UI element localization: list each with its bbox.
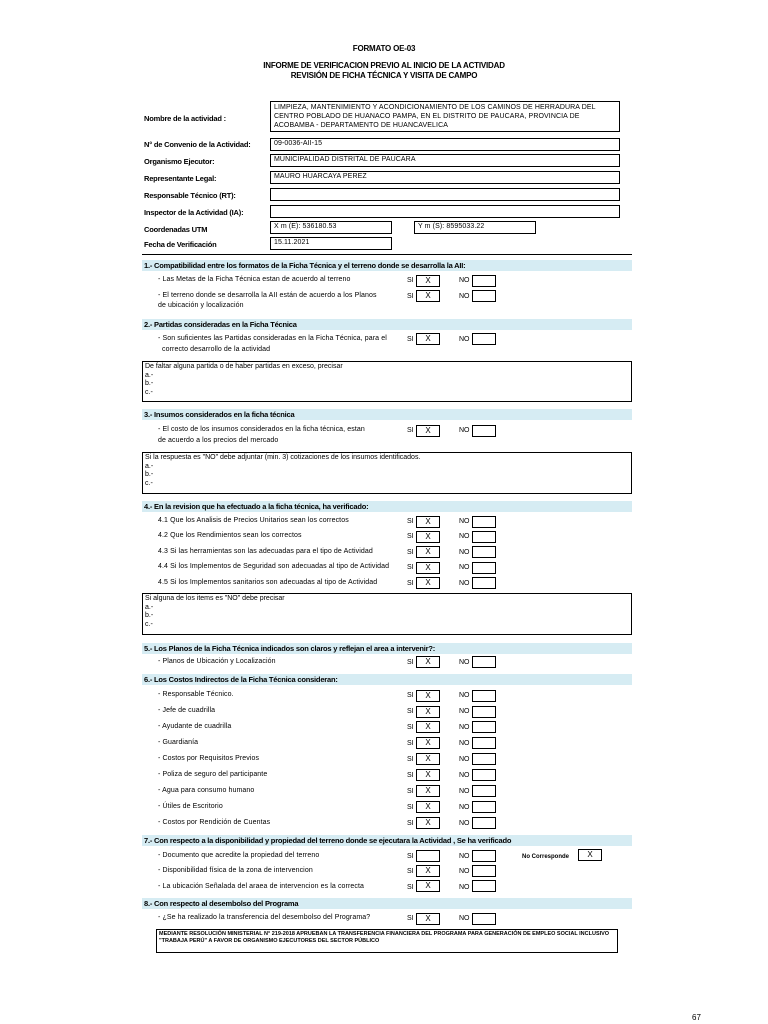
activity-name-label: Nombre de la actividad :	[144, 114, 226, 123]
section-3-title: 3.- Insumos considerados en la ficha técnica	[142, 409, 632, 420]
s6-q3-si-checkbox[interactable]: X	[416, 721, 440, 733]
utm-y-field[interactable]: Y m (S): 8595033.22	[414, 221, 536, 234]
no-label: NO	[459, 772, 470, 779]
section-6-title: 6.- Los Costos Indirectos de la Ficha Técnica consideran:	[142, 674, 632, 685]
section-4-title: 4.- En la revision que ha efectuado a la ficha técnica, ha verificado:	[142, 501, 632, 512]
no-label: NO	[459, 915, 470, 922]
agreement-number-label: N° de Convenio de la Actividad:	[144, 140, 251, 149]
s8-q1-si-checkbox[interactable]: X	[416, 913, 440, 925]
si-label: SI	[407, 804, 414, 811]
divider	[142, 254, 632, 255]
s6-q1-si-checkbox[interactable]: X	[416, 690, 440, 702]
s3-notes-box[interactable]	[142, 452, 632, 494]
s3-question-1: - El costo de los insumos considerados en la ficha técnica, estan	[158, 426, 365, 433]
s4-note-c: c.-	[145, 620, 153, 628]
s6-question-8: - Útiles de Escritorio	[158, 803, 223, 810]
activity-name-field[interactable]: LIMPIEZA, MANTENIMIENTO Y ACONDICIONAMIENTO DE LOS CAMINOS DE HERRADURA DEL CENTRO POBLADO DE HUANACO PAMPA, EN EL DISTRITO DE PAUCARA, PROVINCIA DE ACOBAMBA - DEPARTAMENTO DE HUANCAVELICA	[270, 101, 620, 132]
s4-q1-si-checkbox[interactable]: X	[416, 516, 440, 528]
technical-responsible-label: Responsable Técnico (RT):	[144, 191, 236, 200]
executing-agency-field[interactable]: MUNICIPALIDAD DISTRITAL DE PAUCARA	[270, 154, 620, 167]
s6-q5-si-checkbox[interactable]: X	[416, 753, 440, 765]
si-label: SI	[407, 740, 414, 747]
s7-question-1: - Documento que acredite la propiedad del terreno	[158, 852, 320, 859]
si-label: SI	[407, 788, 414, 795]
si-label: SI	[407, 756, 414, 763]
s2-question-1: - Son suficientes las Partidas consideradas en la Ficha Técnica, para el	[158, 335, 387, 342]
s7-q1-no-corresponde-checkbox[interactable]: X	[578, 849, 602, 861]
si-label: SI	[407, 884, 414, 891]
s4-q2-si-checkbox[interactable]: X	[416, 531, 440, 543]
no-label: NO	[459, 884, 470, 891]
si-label: SI	[407, 336, 414, 343]
s6-q9-no-checkbox[interactable]	[472, 817, 496, 829]
verification-date-label: Fecha de Verificación	[144, 240, 217, 249]
s4-note-title: Si alguna de los items es "NO" debe precisar	[145, 595, 285, 602]
s1-question-1: - Las Metas de la Ficha Técnica estan de acuerdo al terreno	[158, 276, 351, 283]
si-label: SI	[407, 772, 414, 779]
s4-question-2: 4.2 Que los Rendimientos sean los correctos	[158, 532, 302, 539]
s1-q2-si-checkbox[interactable]: X	[416, 290, 440, 302]
s7-q3-no-checkbox[interactable]	[472, 880, 496, 892]
s7-question-2: - Disponibilidad física de la zona de intervencion	[158, 867, 313, 874]
s3-note-c: c.-	[145, 479, 153, 487]
s4-question-5: 4.5 Si los Implementos sanitarios son adecuadas al tipo de Actividad	[158, 579, 378, 586]
s4-question-4: 4.4 Si los Implementos de Seguridad son adecuadas al tipo de Actividad	[158, 563, 390, 570]
s4-note-a: a.-	[145, 603, 154, 611]
s6-question-3: - Ayudante de cuadrilla	[158, 723, 232, 730]
s4-q3-si-checkbox[interactable]: X	[416, 546, 440, 558]
no-label: NO	[459, 740, 470, 747]
s2-note-c: c.-	[145, 388, 153, 396]
no-label: NO	[459, 692, 470, 699]
no-label: NO	[459, 820, 470, 827]
agreement-number-field[interactable]: 09-0036-AII-15	[270, 138, 620, 151]
technical-responsible-field[interactable]	[270, 188, 620, 201]
report-subtitle: REVISIÓN DE FICHA TÉCNICA Y VISITA DE CAMPO	[290, 71, 478, 80]
no-label: NO	[459, 564, 470, 571]
section-7-title: 7.- Con respecto a la disponibilidad y propiedad del terreno donde se ejecutara la Actividad , Se ha verificado	[142, 835, 632, 846]
s3-question-1-cont: de acuerdo a los precios del mercado	[158, 437, 279, 444]
s4-q4-si-checkbox[interactable]: X	[416, 562, 440, 574]
s4-q5-no-checkbox[interactable]	[472, 577, 496, 589]
si-label: SI	[407, 708, 414, 715]
s6-q4-si-checkbox[interactable]: X	[416, 737, 440, 749]
no-label: NO	[459, 756, 470, 763]
s7-q1-si-checkbox[interactable]	[416, 850, 440, 862]
executing-agency-label: Organismo Ejecutor:	[144, 157, 215, 166]
s6-q1-no-checkbox[interactable]	[472, 690, 496, 702]
s6-q8-no-checkbox[interactable]	[472, 801, 496, 813]
s3-q1-no-checkbox[interactable]	[472, 425, 496, 437]
verification-date-field[interactable]: 15.11.2021	[270, 237, 392, 250]
s3-note-b: b.-	[145, 471, 154, 478]
no-label: NO	[459, 788, 470, 795]
s3-note-a: a.-	[145, 462, 154, 470]
s6-q7-si-checkbox[interactable]: X	[416, 785, 440, 797]
s6-question-9: - Costos por Rendición de Cuentas	[158, 819, 271, 826]
s6-q2-no-checkbox[interactable]	[472, 706, 496, 718]
no-label: NO	[459, 293, 470, 300]
s2-note-a: a.-	[145, 371, 154, 379]
s5-question-1: - Planos de Ubicación y Localización	[158, 658, 276, 665]
s7-q2-no-checkbox[interactable]	[472, 865, 496, 877]
s6-question-1: - Responsable Técnico.	[158, 691, 234, 698]
utm-coordinates-label: Coordenadas UTM	[144, 225, 208, 234]
si-label: SI	[407, 277, 414, 284]
no-label: NO	[459, 724, 470, 731]
s6-question-7: - Agua para consumo humano	[158, 787, 255, 794]
s2-note-title: De faltar alguna partida o de haber partidas en exceso, precisar	[145, 363, 343, 370]
s6-q6-si-checkbox[interactable]: X	[416, 769, 440, 781]
s4-notes-box[interactable]	[142, 593, 632, 635]
form-code: FORMATO OE-03	[352, 44, 416, 53]
no-label: NO	[459, 804, 470, 811]
s7-question-3: - La ubicación Señalada del araea de intervencion es la correcta	[158, 883, 365, 890]
section-2-title: 2.- Partidas consideradas en la Ficha Técnica	[142, 319, 632, 330]
s6-question-5: - Costos por Requisitos Previos	[158, 755, 260, 762]
si-label: SI	[407, 659, 414, 666]
s3-q1-si-checkbox[interactable]: X	[416, 425, 440, 437]
resolution-note: MEDIANTE RESOLUCIÓN MINISTERIAL N° 219-2018 APRUEBAN LA TRANSFERENCIA FINANCIERA DEL PROGRAMA PARA GENERACIÓN DE EMPLEO SOCIAL INCLUSIVO "TRABAJA PERÚ" A FAVOR DE ORGANISMO EJECUTORES DEL SECTOR PÚBLICO	[156, 929, 618, 953]
s5-q1-si-checkbox[interactable]: X	[416, 656, 440, 668]
legal-representative-field[interactable]: MAURO HUARCAYA PEREZ	[270, 171, 620, 184]
s4-q1-no-checkbox[interactable]	[472, 516, 496, 528]
s7-q3-si-checkbox[interactable]: X	[416, 880, 440, 892]
si-label: SI	[407, 724, 414, 731]
si-label: SI	[407, 820, 414, 827]
inspector-field[interactable]	[270, 205, 620, 218]
s8-question-1: - ¿Se ha realizado la transferencia del desembolso del Programa?	[158, 914, 371, 921]
s8-q1-no-checkbox[interactable]	[472, 913, 496, 925]
no-label: NO	[459, 659, 470, 666]
s1-q1-no-checkbox[interactable]	[472, 275, 496, 287]
s1-q2-no-checkbox[interactable]	[472, 290, 496, 302]
s6-q2-si-checkbox[interactable]: X	[416, 706, 440, 718]
page-number: 67	[692, 1013, 701, 1022]
s2-q1-no-checkbox[interactable]	[472, 333, 496, 345]
s6-q8-si-checkbox[interactable]: X	[416, 801, 440, 813]
no-label: NO	[459, 549, 470, 556]
s2-question-1-cont: correcto desarrollo de la actividad	[162, 346, 271, 353]
s6-question-2: - Jefe de cuadrilla	[158, 707, 216, 714]
s4-question-1: 4.1 Que los Analisis de Precios Unitarios sean los correctos	[158, 517, 349, 524]
s6-q4-no-checkbox[interactable]	[472, 737, 496, 749]
si-label: SI	[407, 518, 414, 525]
no-label: NO	[459, 868, 470, 875]
s6-q5-no-checkbox[interactable]	[472, 753, 496, 765]
s5-q1-no-checkbox[interactable]	[472, 656, 496, 668]
s1-question-2: - El terreno donde se desarrolla la AII están de acuerdo a los Planos	[158, 292, 377, 299]
s6-question-6: - Poliza de seguro del participante	[158, 771, 268, 778]
s1-q1-si-checkbox[interactable]: X	[416, 275, 440, 287]
utm-x-field[interactable]: X m (E): 536180.53	[270, 221, 392, 234]
no-label: NO	[459, 277, 470, 284]
si-label: SI	[407, 549, 414, 556]
s4-note-b: b.-	[145, 612, 154, 619]
no-label: NO	[459, 580, 470, 587]
si-label: SI	[407, 293, 414, 300]
si-label: SI	[407, 915, 414, 922]
report-title: INFORME DE VERIFICACION PREVIO AL INICIO DE LA ACTIVIDAD	[263, 61, 505, 70]
no-label: NO	[459, 853, 470, 860]
no-label: NO	[459, 336, 470, 343]
si-label: SI	[407, 692, 414, 699]
legal-representative-label: Representante Legal:	[144, 174, 217, 183]
s6-q6-no-checkbox[interactable]	[472, 769, 496, 781]
s4-question-3: 4.3 Si las herramientas son las adecuadas para el tipo de Actividad	[158, 548, 373, 555]
si-label: SI	[407, 853, 414, 860]
s1-question-2-cont: de ubicación y localización	[158, 302, 244, 309]
si-label: SI	[407, 427, 414, 434]
s2-notes-box[interactable]	[142, 361, 632, 402]
s4-q5-si-checkbox[interactable]: X	[416, 577, 440, 589]
s7-q2-si-checkbox[interactable]: X	[416, 865, 440, 877]
s7-q1-no-checkbox[interactable]	[472, 850, 496, 862]
inspector-label: Inspector de la Actividad (IA):	[144, 208, 244, 217]
si-label: SI	[407, 564, 414, 571]
section-5-title: 5.- Los Planos de la Ficha Técnica indicados son claros y reflejan el area a intervenir?:	[142, 643, 632, 654]
no-label: NO	[459, 427, 470, 434]
no-label: NO	[459, 708, 470, 715]
s6-q7-no-checkbox[interactable]	[472, 785, 496, 797]
s4-q2-no-checkbox[interactable]	[472, 531, 496, 543]
no-corresponde-label: No Corresponde	[522, 854, 570, 860]
no-label: NO	[459, 518, 470, 525]
si-label: SI	[407, 580, 414, 587]
no-label: NO	[459, 533, 470, 540]
si-label: SI	[407, 868, 414, 875]
s2-note-b: b.-	[145, 380, 154, 387]
s6-q9-si-checkbox[interactable]: X	[416, 817, 440, 829]
si-label: SI	[407, 533, 414, 540]
s4-q3-no-checkbox[interactable]	[472, 546, 496, 558]
s6-question-4: - Guardianía	[158, 739, 199, 746]
section-8-title: 8.- Con respecto al desembolso del Programa	[142, 898, 632, 909]
s4-q4-no-checkbox[interactable]	[472, 562, 496, 574]
s6-q3-no-checkbox[interactable]	[472, 721, 496, 733]
section-1-title: 1.- Compatibilidad entre los formatos de la Ficha Técnica y el terreno donde se desarrolla la AII:	[142, 260, 632, 271]
s2-q1-si-checkbox[interactable]: X	[416, 333, 440, 345]
s3-note-title: Si la respuesta es "NO" debe adjuntar (min. 3) cotizaciones de los insumos identificados.	[145, 454, 421, 461]
